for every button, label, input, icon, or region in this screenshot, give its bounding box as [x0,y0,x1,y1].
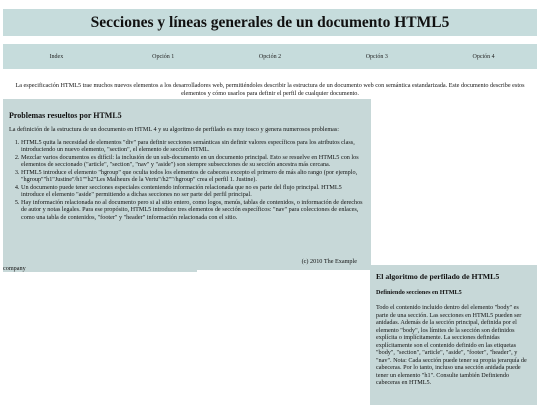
footer-copyright: (c) 2010 The Example [301,258,357,265]
nav-item-opcion-3[interactable]: Opción 3 [365,53,388,60]
page-title: Secciones y líneas generales de un documento HTML5 [90,13,450,31]
aside-text: Todo el contenido incluido dentro del elemento "body" es parte de una sección. Las secciones en HTML5 pueden ser anidadas. Además de la sección principal, definida por el elemento "body", los límites de la sección son definidos explícita o implícitamente. La secciones definidas explícitamente son el contenido definido en las etiquetas "body", "section", "article", "aside", "footer", "header", y "nav". Nota: Cada sección puede tener su propia jerarquía de cabeceras. Por lo tanto, incluso una sección anidada puede tener un elemento "h1". Consulte también Definiendo cabeceras en HTML5. [376,304,527,386]
nav-item-opcion-2[interactable]: Opción 2 [258,53,282,60]
aside-title: El algoritmo de perfilado de HTML5 [376,272,500,281]
nav-item-opcion-4[interactable]: Opción 4 [472,53,495,60]
intro-text: La especificación HTML5 trae muchos nuevos elementos a los desarrolladores web, permitiéndoles describir la estructura de un documento web con semántica estandarizada. Este documento describe estos elementos y cómo usarlos para definir el perfil de cualquier documento. [15,82,525,97]
article-paragraph: La definición de la estructura de un documento en HTML 4 y su algoritmo de perfilado es muy tosco y genera numerosos problemas: [9,126,340,133]
article-title: Problemas resueltos por HTML5 [9,111,122,120]
aside-subtitle: Definiendo secciones en HTML5 [376,289,462,296]
list-item: 2. Mezclar varios documentos es difícil: la inclusión de un sub-documento en un documento principal. Esto se resuelve en HTML5 con los elementos de seccionado ("article", "section", "nav" y "aside") son siempre subsecciones de su sección ancestra más cercana. [21,154,366,169]
list-item: 3. HTML5 introduce el elemento "hgroup" que oculta todos los elementos de cabecera excepto el primero de más alto rango (por ejemplo, "hgroup""h1"Justine"/h1""h2"Les Malheurs de la Vertu"/h2""/hgroup" crea el perfil 1. Justine). [21,169,366,184]
nav-item-index[interactable]: Index [49,53,64,60]
main-nav [3,44,537,69]
list-item: 4. Un documento puede tener secciones especiales conteniendo información relacionada que no es parte del flujo principal. HTML5 introduce el elemento "aside" permitiendo a dichas secciones no ser parte del perfil principal. [21,184,366,199]
aside-section [370,265,537,405]
nav-item-opcion-1[interactable]: Opción 1 [152,53,175,60]
article-section [3,99,371,270]
page-header [3,9,537,36]
footer-strip [3,265,197,272]
list-item: 1. HTML5 quita la necesidad de elementos "div" para definir secciones semánticas sin definir valores específicos para los atributos class, introduciendo un nuevo elemento, "section", el elemento de sección HTML. [21,139,366,154]
problems-list [9,139,366,222]
footer-company: company [3,265,26,272]
list-item: 5. Hay información relacionada no al documento pero si al sitio entero, como logos, menús, tablas de contenidos, o información de derechos de autor y notas legales. Para ese propósito, HTML5 introduce tres elementos de sección específicos: "nav" para colecciones de enlaces, como una tabla de contenidos, "footer" y "header" información relacionada con el sitio. [21,199,366,222]
